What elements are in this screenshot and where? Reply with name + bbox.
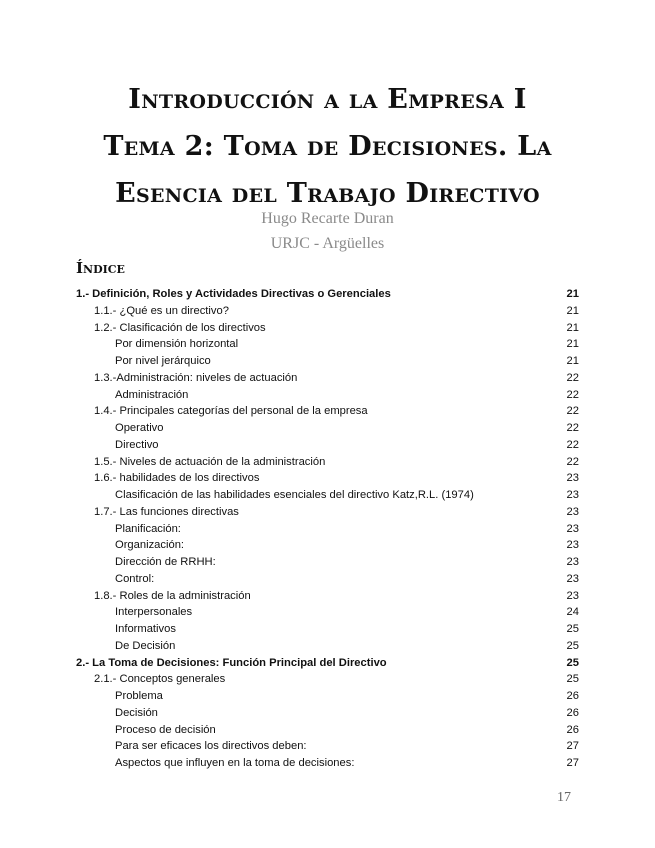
toc-entry-page: 23	[566, 539, 579, 552]
toc-entry-page: 23	[566, 589, 579, 602]
toc-entry-title: Organización:	[115, 539, 185, 552]
table-of-contents	[76, 286, 579, 772]
toc-entry-title: Interpersonales	[115, 606, 193, 619]
toc-entry[interactable]	[76, 722, 579, 739]
toc-entry-page: 24	[566, 606, 579, 619]
toc-entry-title: 1.4.- Principales categorías del personal de la empresa	[94, 405, 368, 418]
title-line: Esencia del Trabajo Directivo	[115, 178, 540, 209]
toc-entry-page: 27	[566, 740, 579, 753]
toc-entry-page: 26	[566, 723, 579, 736]
toc-entry[interactable]	[76, 387, 579, 404]
title-line: Introducción a la Empresa I	[128, 84, 527, 115]
toc-entry-page: 22	[566, 455, 579, 468]
toc-entry-page: 25	[566, 639, 579, 652]
toc-entry-title: Informativos	[115, 623, 176, 635]
toc-entry-page: 23	[566, 489, 579, 501]
toc-entry-page: 23	[566, 522, 579, 535]
toc-entry-title: 2.1.- Conceptos generales	[94, 673, 226, 686]
toc-entry-page: 25	[566, 623, 579, 635]
toc-entry[interactable]	[76, 604, 579, 621]
toc-entry-title: Operativo	[115, 422, 164, 434]
toc-entry-title: Decisión	[115, 706, 158, 719]
toc-entry-page: 26	[566, 706, 579, 719]
toc-entry[interactable]	[76, 487, 579, 504]
toc-entry-title: Aspectos que influyen en la toma de decisiones:	[115, 757, 355, 769]
toc-entry-page: 21	[566, 321, 579, 334]
toc-entry[interactable]	[76, 303, 579, 320]
toc-entry-page: 23	[566, 505, 579, 518]
toc-entry[interactable]	[76, 621, 579, 638]
toc-entry-title: Dirección de RRHH:	[115, 556, 216, 568]
toc-entry-page: 23	[566, 572, 579, 585]
toc-entry-page: 25	[566, 656, 579, 669]
document-title	[30, 76, 625, 217]
toc-entry[interactable]	[76, 437, 579, 454]
toc-entry[interactable]	[76, 638, 579, 655]
toc-entry-page: 22	[566, 438, 579, 451]
index-heading: Índice	[76, 259, 125, 277]
toc-entry[interactable]	[76, 671, 579, 688]
toc-entry[interactable]	[76, 755, 579, 772]
toc-entry[interactable]	[76, 504, 579, 521]
toc-entry[interactable]	[76, 336, 579, 353]
toc-entry-title: Proceso de decisión	[115, 723, 216, 736]
toc-entry-page: 22	[566, 422, 579, 434]
toc-entry[interactable]	[76, 420, 579, 437]
author: Hugo Recarte Duran	[261, 210, 394, 227]
toc-entry-title: Por dimensión horizontal	[115, 338, 239, 351]
toc-entry-title: Planificación:	[115, 522, 181, 535]
toc-entry-title: Control:	[115, 572, 155, 585]
toc-entry[interactable]	[76, 688, 579, 705]
toc-entry-page: 26	[566, 690, 579, 702]
toc-entry[interactable]	[76, 353, 579, 370]
toc-entry[interactable]	[76, 588, 579, 605]
toc-entry-title: Para ser eficaces los directivos deben:	[115, 740, 307, 753]
toc-entry-title: 1.3.-Administración: niveles de actuación	[94, 371, 298, 384]
toc-entry-page: 23	[566, 472, 579, 485]
toc-entry-page: 21	[566, 288, 579, 300]
toc-entry[interactable]	[76, 655, 579, 672]
affiliation: URJC - Argüelles	[270, 235, 385, 252]
toc-entry-page: 27	[566, 757, 579, 769]
toc-entry-page: 22	[566, 371, 579, 384]
toc-entry[interactable]	[76, 738, 579, 755]
toc-entry-title: 1.- Definición, Roles y Actividades Directivas o Gerenciales	[76, 288, 391, 300]
toc-entry-title: 1.1.- ¿Qué es un directivo?	[94, 304, 229, 317]
toc-entry-page: 21	[566, 338, 579, 351]
toc-entry[interactable]	[76, 554, 579, 571]
toc-entry-title: De Decisión	[115, 639, 176, 652]
toc-entry-title: Por nivel jerárquico	[115, 355, 211, 367]
toc-entry[interactable]	[76, 454, 579, 471]
toc-entry-title: 2.- La Toma de Decisiones: Función Principal del Directivo	[76, 656, 387, 669]
toc-entry-title: 1.8.- Roles de la administración	[94, 589, 251, 602]
toc-entry-page: 25	[566, 673, 579, 686]
toc-entry-title: Administración	[115, 388, 189, 401]
toc-entry[interactable]	[76, 320, 579, 337]
toc-entry[interactable]	[76, 286, 579, 303]
toc-entry-title: Problema	[115, 690, 163, 702]
toc-entry-page: 21	[566, 355, 579, 367]
toc-entry-page: 22	[566, 405, 579, 418]
toc-entry-title: Directivo	[115, 438, 159, 451]
toc-entry-title: 1.7.- Las funciones directivas	[94, 505, 239, 518]
toc-entry[interactable]	[76, 537, 579, 554]
toc-entry-title: 1.5.- Niveles de actuación de la administración	[94, 455, 326, 468]
page-number: 17	[557, 790, 571, 805]
toc-entry-title: 1.6.- habilidades de los directivos	[94, 472, 260, 485]
title-line: Tema 2: Toma de Decisiones. La	[103, 131, 552, 162]
toc-entry[interactable]	[76, 521, 579, 538]
toc-entry[interactable]	[76, 370, 579, 387]
toc-entry-title: Clasificación de las habilidades esenciales del directivo Katz,R.L. (1974)	[115, 489, 474, 501]
toc-entry-page: 21	[566, 304, 579, 317]
toc-entry-title: 1.2.- Clasificación de los directivos	[94, 321, 266, 334]
toc-entry[interactable]	[76, 571, 579, 588]
toc-entry[interactable]	[76, 705, 579, 722]
toc-entry[interactable]	[76, 403, 579, 420]
toc-entry-page: 23	[566, 556, 579, 568]
toc-entry[interactable]	[76, 470, 579, 487]
toc-entry-page: 22	[566, 388, 579, 401]
